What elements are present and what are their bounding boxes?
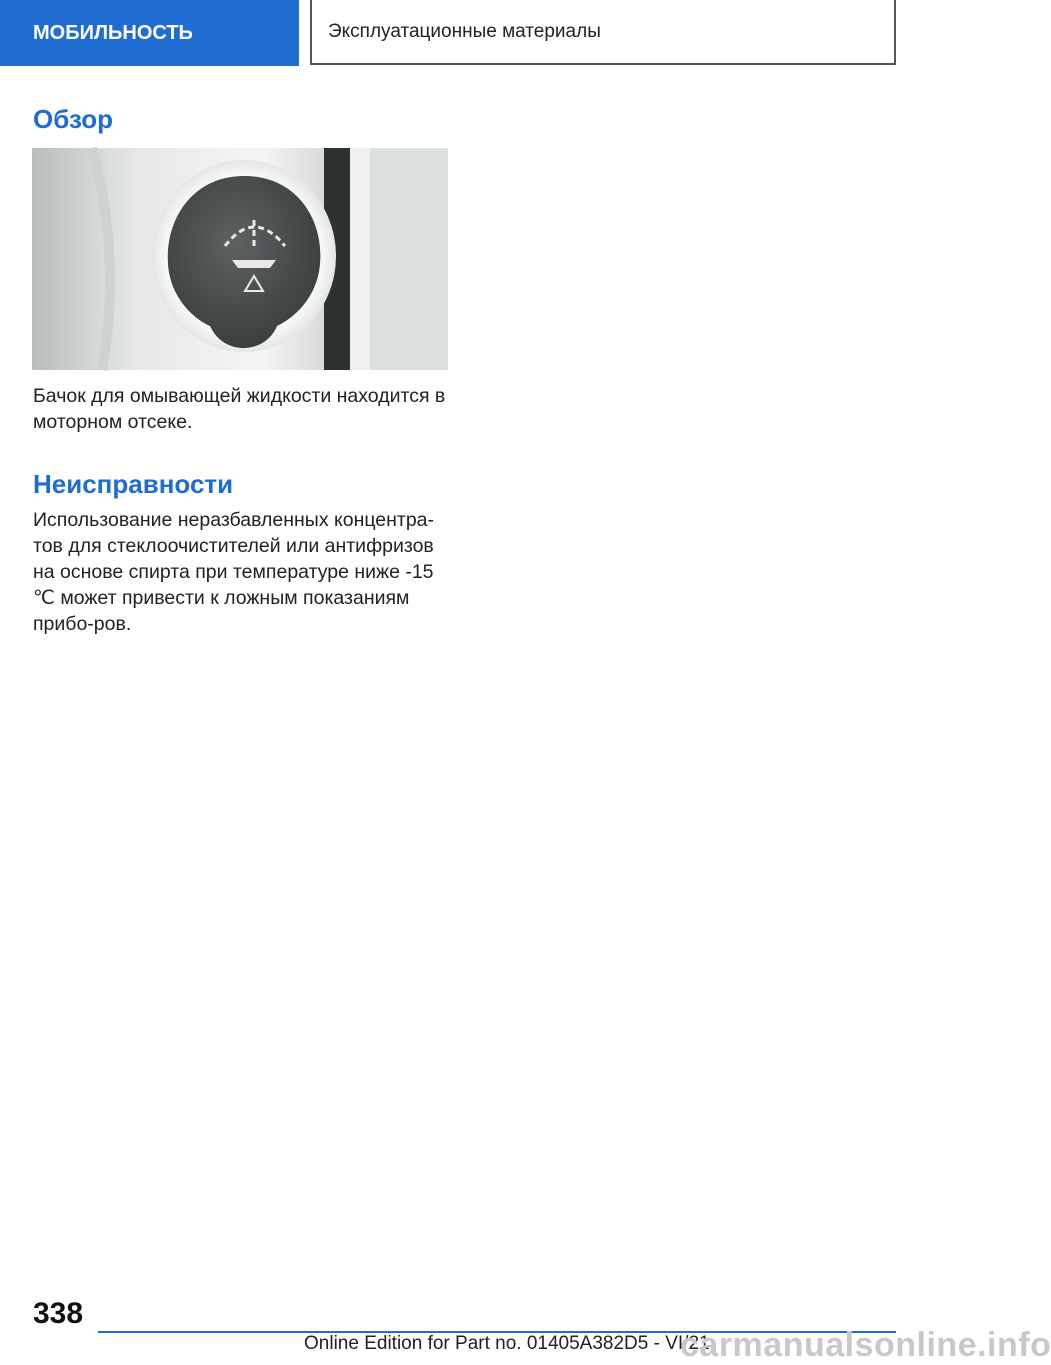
faults-title: Неисправности <box>33 469 234 499</box>
edition-note: Online Edition for Part no. 01405A382D5 - VI/21 <box>304 1333 710 1354</box>
subchapter-header <box>310 0 896 65</box>
washer-fluid-cap-photo <box>32 148 448 370</box>
overview-title: Обзор <box>33 104 113 134</box>
washer-cap-illustration <box>32 148 448 370</box>
chapter-tab <box>0 0 299 66</box>
subchapter-label: Эксплуатационные материалы <box>328 20 601 42</box>
chapter-label: МОБИЛЬНОСТЬ <box>33 21 193 44</box>
watermark: carmanualsonline.info <box>680 1326 1051 1364</box>
overview-caption: Бачок для омывающей жидкости находится в моторном отсеке. <box>33 385 446 433</box>
page-number: 338 <box>33 1297 84 1330</box>
faults-text: Использование неразбавленных концентра-тов для стеклоочистителей или антифризов на основе спирта при температуре ниже -15 ℃ может привести к ложным показаниям прибо-ров. <box>33 509 435 635</box>
